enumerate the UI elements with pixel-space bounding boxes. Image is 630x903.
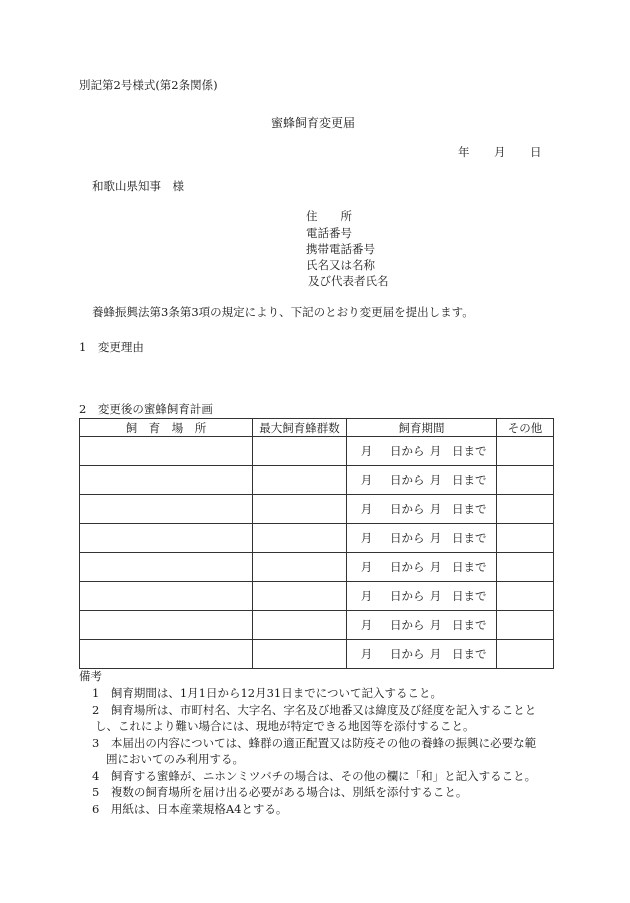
note-item: 6 用紙は、日本産業規格A4とする。 <box>92 802 288 816</box>
table-header-row <box>80 419 554 437</box>
other-cell[interactable] <box>497 495 554 524</box>
applicant-address-label: 住 所 <box>306 209 352 223</box>
max-colonies-cell[interactable] <box>253 582 347 611</box>
max-colonies-cell[interactable] <box>253 495 347 524</box>
note-item: 3 本届出の内容については、蜂群の適正配置又は防疫その他の養蜂の振興に必要な範 <box>92 736 537 750</box>
addressee: 和歌山県知事 様 <box>92 179 184 193</box>
header-max-colonies: 最大飼育蜂群数 <box>253 419 347 437</box>
max-colonies-cell[interactable] <box>253 437 347 466</box>
max-colonies-cell[interactable] <box>253 466 347 495</box>
period-m2: 月 <box>429 531 442 545</box>
period-until: 日まで <box>452 531 487 545</box>
period-from: 日から <box>390 531 425 545</box>
other-cell[interactable] <box>497 640 554 669</box>
section-change-reason: 1 変更理由 <box>79 340 144 354</box>
other-cell[interactable] <box>497 611 554 640</box>
applicant-representative-label: 及び代表者氏名 <box>308 274 389 288</box>
place-cell[interactable] <box>80 553 253 582</box>
other-cell[interactable] <box>497 466 554 495</box>
period-until: 日まで <box>452 502 487 516</box>
period-m1: 月 <box>360 647 373 661</box>
table-row <box>80 582 554 611</box>
place-cell[interactable] <box>80 582 253 611</box>
header-other: その他 <box>497 419 554 437</box>
period-m1: 月 <box>360 531 373 545</box>
period-until: 日まで <box>452 618 487 632</box>
period-m2: 月 <box>429 618 442 632</box>
place-cell[interactable] <box>80 437 253 466</box>
period-cell[interactable] <box>347 553 497 582</box>
date-year: 年 <box>458 145 470 159</box>
period-m1: 月 <box>360 444 373 458</box>
period-m1: 月 <box>360 473 373 487</box>
other-cell[interactable] <box>497 582 554 611</box>
period-until: 日まで <box>452 647 487 661</box>
period-cell[interactable] <box>347 640 497 669</box>
form-reference: 別記第2号様式(第2条関係) <box>79 78 218 92</box>
place-cell[interactable] <box>80 524 253 553</box>
period-from: 日から <box>390 647 425 661</box>
applicant-phone-label: 電話番号 <box>306 226 352 240</box>
table-row <box>80 466 554 495</box>
period-m2: 月 <box>429 560 442 574</box>
applicant-name-label: 氏名又は名称 <box>306 258 375 272</box>
date-month: 月 <box>494 145 506 159</box>
period-m2: 月 <box>429 473 442 487</box>
table-row <box>80 611 554 640</box>
period-until: 日まで <box>452 473 487 487</box>
date-day: 日 <box>530 145 542 159</box>
period-from: 日から <box>390 618 425 632</box>
note-item-continued: 囲においてのみ利用する。 <box>106 752 244 766</box>
section-plan: 2 変更後の蜜蜂飼育計画 <box>79 402 213 416</box>
period-cell[interactable] <box>347 582 497 611</box>
period-until: 日まで <box>452 560 487 574</box>
table-row <box>80 495 554 524</box>
period-cell[interactable] <box>347 611 497 640</box>
header-place: 飼 育 場 所 <box>80 419 253 437</box>
period-m1: 月 <box>360 618 373 632</box>
place-cell[interactable] <box>80 466 253 495</box>
statement: 養蜂振興法第3条第3項の規定により、下記のとおり変更届を提出します。 <box>92 305 474 319</box>
other-cell[interactable] <box>497 553 554 582</box>
period-m2: 月 <box>429 444 442 458</box>
max-colonies-cell[interactable] <box>253 640 347 669</box>
header-period: 飼育期間 <box>347 419 497 437</box>
period-cell[interactable] <box>347 437 497 466</box>
plan-table <box>79 418 554 669</box>
period-until: 日まで <box>452 444 487 458</box>
table-row <box>80 437 554 466</box>
notes-title: 備考 <box>79 669 102 683</box>
period-m1: 月 <box>360 502 373 516</box>
period-until: 日まで <box>452 589 487 603</box>
table-row <box>80 640 554 669</box>
period-from: 日から <box>390 560 425 574</box>
period-from: 日から <box>390 444 425 458</box>
note-item: 2 飼育場所は、市町村名、大字名、字名及び地番又は緯度及び経度を記入することと <box>92 703 537 717</box>
place-cell[interactable] <box>80 495 253 524</box>
period-cell[interactable] <box>347 466 497 495</box>
period-cell[interactable] <box>347 495 497 524</box>
place-cell[interactable] <box>80 611 253 640</box>
table-row <box>80 524 554 553</box>
period-m2: 月 <box>429 589 442 603</box>
period-m2: 月 <box>429 647 442 661</box>
other-cell[interactable] <box>497 524 554 553</box>
period-m2: 月 <box>429 502 442 516</box>
note-item: 1 飼育期間は、1月1日から12月31日までについて記入すること。 <box>92 686 442 700</box>
max-colonies-cell[interactable] <box>253 524 347 553</box>
period-m1: 月 <box>360 560 373 574</box>
period-m1: 月 <box>360 589 373 603</box>
table-row <box>80 553 554 582</box>
period-cell[interactable] <box>347 524 497 553</box>
period-from: 日から <box>390 589 425 603</box>
applicant-mobile-label: 携帯電話番号 <box>306 242 375 256</box>
other-cell[interactable] <box>497 437 554 466</box>
note-item: 4 飼育する蜜蜂が、ニホンミツバチの場合は、その他の欄に「和」と記入すること。 <box>92 769 537 783</box>
note-item-continued: し、これにより難い場合には、現地が特定できる地図等を添付すること。 <box>95 719 475 733</box>
period-from: 日から <box>390 502 425 516</box>
max-colonies-cell[interactable] <box>253 611 347 640</box>
document-title: 蜜蜂飼育変更届 <box>271 116 356 130</box>
period-from: 日から <box>390 473 425 487</box>
place-cell[interactable] <box>80 640 253 669</box>
max-colonies-cell[interactable] <box>253 553 347 582</box>
note-item: 5 複数の飼育場所を届け出る必要がある場合は、別紙を添付すること。 <box>92 785 468 799</box>
